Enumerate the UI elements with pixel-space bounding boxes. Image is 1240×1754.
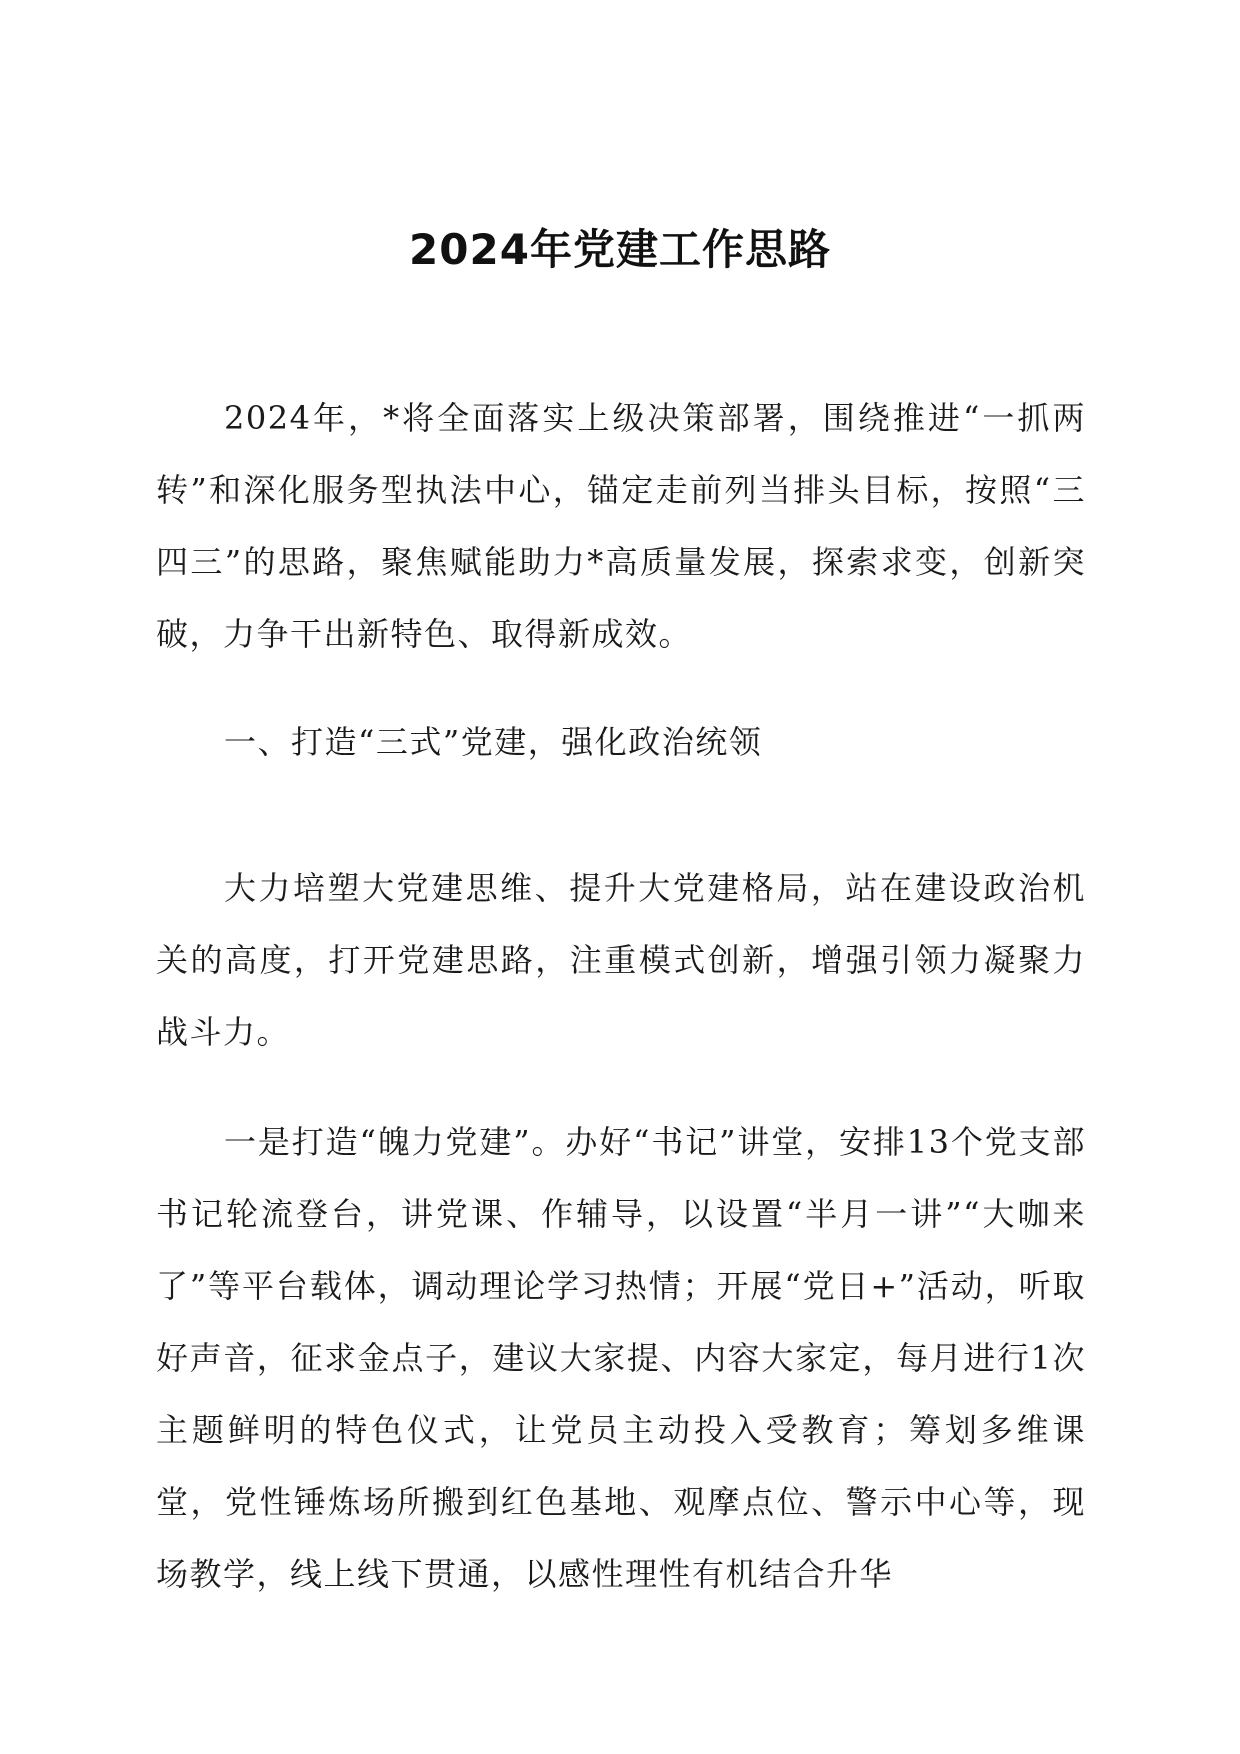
section-heading: 一、打造“三式”党建，强化政治统领	[224, 723, 763, 761]
section-item-paragraph: 一是打造“魄力党建”。办好“书记”讲堂，安排13个党支部书记轮流登台，讲党课、作辅导，以设置“半月一讲”“大咖来了”等平台载体，调动理论学习热情；开展“党日+”活动，听取好声音，征求金点子，建议大家提、内容大家定，每月进行1次主题鲜明的特色仪式，让党员主动投入受教育；筹划多维课堂，党性锤炼场所搬到红色基地、观摩点位、警示中心等，现场教学，线上线下贯通，以感性理性有机结合升华	[156, 1123, 1086, 1593]
section-body-paragraph: 大力培塑大党建思维、提升大党建格局，站在建设政治机关的高度，打开党建思路，注重模式创新，增强引领力凝聚力战斗力。	[156, 869, 1086, 1051]
intro-paragraph: 2024年，*将全面落实上级决策部署，围绕推进“一抓两转”和深化服务型执法中心，锚定走前列当排头目标，按照“三四三”的思路，聚焦赋能助力*高质量发展，探索求变，创新突破，力争干出新特色、取得新成效。	[156, 399, 1086, 653]
document-title: 2024年党建工作思路	[409, 225, 831, 274]
